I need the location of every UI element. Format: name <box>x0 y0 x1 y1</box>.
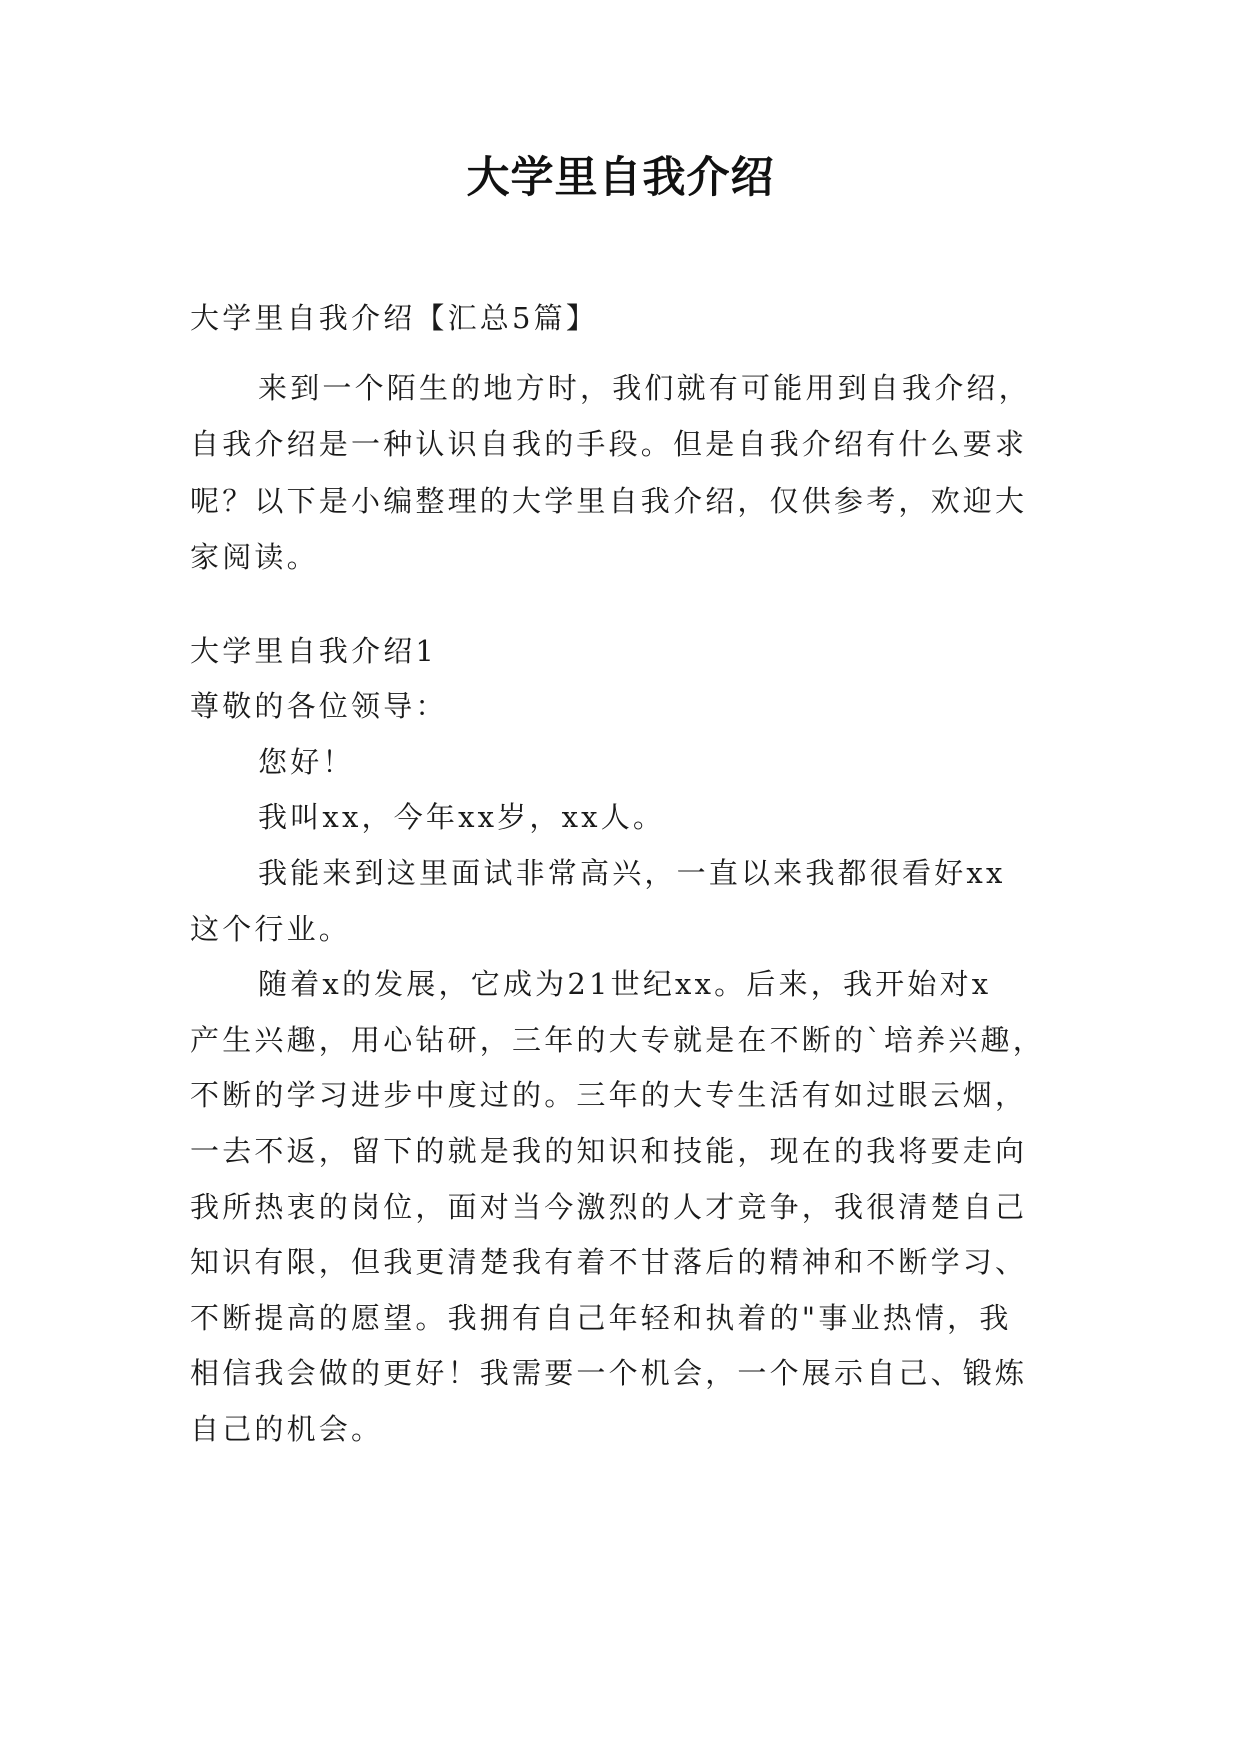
intro-line: 呢？以下是小编整理的大学里自我介绍，仅供参考，欢迎大 <box>190 484 1028 518</box>
paragraph-line: 我所热衷的岗位，面对当今激烈的人才竞争，我很清楚自己 <box>190 1190 1028 1224</box>
paragraph-line: 一去不返，留下的就是我的知识和技能，现在的我将要走向 <box>190 1134 1028 1168</box>
paragraph-line: 知识有限，但我更清楚我有着不甘落后的精神和不断学习、 <box>190 1245 1028 1279</box>
document-subtitle: 大学里自我介绍【汇总5篇】 <box>190 301 599 335</box>
document-title: 大学里自我介绍 <box>466 153 775 203</box>
greeting: 您好！ <box>258 745 355 779</box>
intro-line: 家阅读。 <box>190 540 319 574</box>
paragraph-line: 产生兴趣，用心钻研，三年的大专就是在不断的`培养兴趣， <box>190 1023 1045 1057</box>
intro-line: 来到一个陌生的地方时，我们就有可能用到自我介绍， <box>258 371 1031 405</box>
paragraph-line: 我能来到这里面试非常高兴，一直以来我都很看好xx <box>258 856 1006 890</box>
intro-line: 自我介绍是一种认识自我的手段。但是自我介绍有什么要求 <box>190 427 1028 461</box>
section-heading: 大学里自我介绍1 <box>190 634 438 668</box>
paragraph-line: 随着x的发展，它成为21世纪xx。后来，我开始对x <box>258 967 992 1001</box>
paragraph-line: 这个行业。 <box>190 912 352 946</box>
paragraph-line: 不断提高的愿望。我拥有自己年轻和执着的"事业热情，我 <box>190 1301 1012 1335</box>
salutation: 尊敬的各位领导： <box>190 689 448 723</box>
paragraph-line: 自己的机会。 <box>190 1412 384 1446</box>
paragraph-line: 相信我会做的更好！我需要一个机会，一个展示自己、锻炼 <box>190 1356 1028 1390</box>
paragraph-line: 不断的学习进步中度过的。三年的大专生活有如过眼云烟， <box>190 1078 1028 1112</box>
name-line: 我叫xx，今年xx岁，xx人。 <box>258 800 666 834</box>
